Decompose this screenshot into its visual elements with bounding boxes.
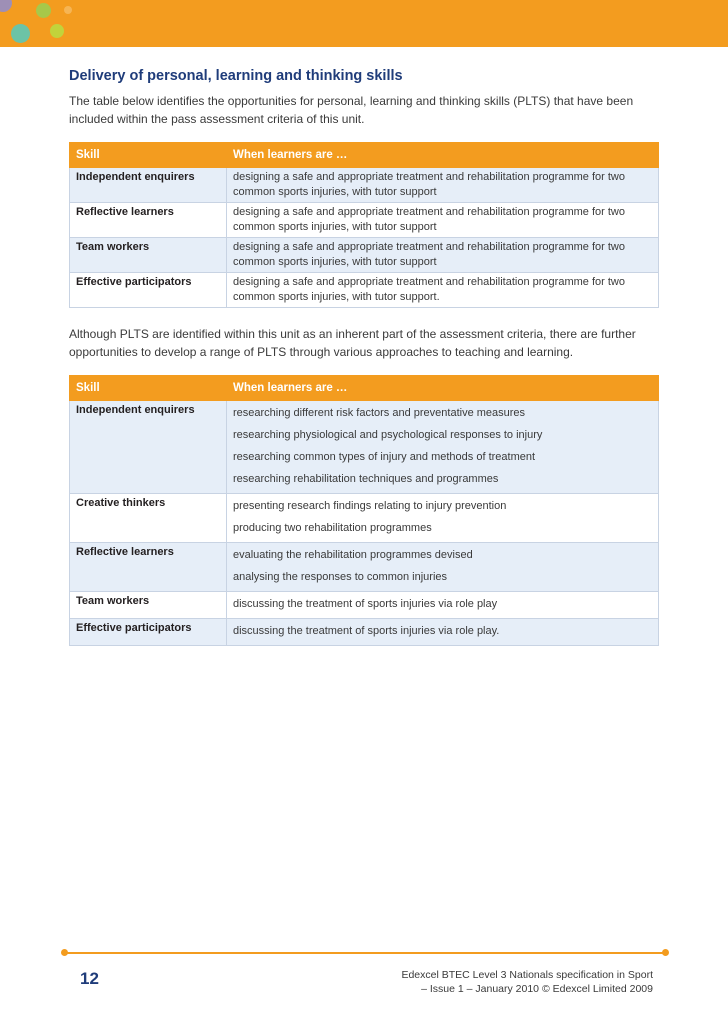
skill-cell: Independent enquirers	[70, 401, 227, 494]
skill-cell: Reflective learners	[70, 203, 227, 238]
decorative-dot	[64, 6, 72, 14]
decorative-dot	[11, 24, 30, 43]
when-cell	[227, 619, 659, 646]
decorative-dot	[50, 24, 64, 38]
table-row	[70, 238, 659, 273]
top-band	[0, 0, 728, 47]
page-number: 12	[80, 969, 99, 988]
table-row	[70, 203, 659, 238]
when-line: common sports injuries, with tutor support	[233, 186, 437, 198]
plts-table-1	[69, 142, 659, 308]
when-cell	[227, 238, 659, 273]
when-line: common sports injuries, with tutor support	[233, 221, 437, 233]
table-header-row	[70, 376, 659, 401]
when-line: designing a safe and appropriate treatment and rehabilitation programme for two	[233, 171, 625, 183]
when-line: researching physiological and psychological responses to injury	[233, 429, 543, 441]
footer-dot	[61, 949, 68, 956]
skill-cell: Effective participators	[70, 273, 227, 308]
when-cell	[227, 592, 659, 619]
header-skill: Skill	[70, 143, 227, 168]
table-row	[70, 273, 659, 308]
skill-cell: Team workers	[70, 592, 227, 619]
when-line: researching common types of injury and methods of treatment	[233, 451, 536, 463]
when-cell	[227, 203, 659, 238]
footer-rule	[64, 952, 666, 954]
table-row	[70, 592, 659, 619]
when-line: evaluating the rehabilitation programmes devised	[233, 549, 473, 561]
when-cell	[227, 543, 659, 592]
skill-cell: Reflective learners	[70, 543, 227, 592]
skill-cell: Team workers	[70, 238, 227, 273]
table-row	[70, 168, 659, 203]
table-row	[70, 494, 659, 543]
when-line: analysing the responses to common injuries	[233, 571, 448, 583]
when-cell	[227, 168, 659, 203]
table-row	[70, 401, 659, 494]
middle-paragraph: Although PLTS are identified within this unit as an inherent part of the assessment criteria, there are further opportunities to develop a range of PLTS through various approaches to teaching and learning.	[69, 327, 636, 359]
when-line: researching different risk factors and preventative measures	[233, 407, 526, 419]
when-line: designing a safe and appropriate treatment and rehabilitation programme for two	[233, 276, 625, 288]
header-skill: Skill	[70, 376, 227, 401]
decorative-dot	[36, 3, 51, 18]
table-row	[70, 543, 659, 592]
plts-table-2	[69, 375, 659, 646]
when-line: discussing the treatment of sports injuries via role play	[233, 598, 498, 610]
header-when: When learners are …	[227, 376, 659, 401]
footer-line-1: Edexcel BTEC Level 3 Nationals specification in Sport	[401, 969, 653, 981]
when-cell	[227, 494, 659, 543]
skill-cell: Effective participators	[70, 619, 227, 646]
table-header-row	[70, 143, 659, 168]
when-line: presenting research findings relating to injury prevention	[233, 500, 507, 512]
when-cell	[227, 273, 659, 308]
footer-line-2: – Issue 1 – January 2010 © Edexcel Limited 2009	[421, 983, 653, 995]
when-line: designing a safe and appropriate treatment and rehabilitation programme for two	[233, 206, 625, 218]
intro-paragraph: The table below identifies the opportunities for personal, learning and thinking skills (PLTS) that have been included within the pass assessment criteria of this unit.	[69, 94, 634, 126]
page-content	[69, 65, 659, 646]
table-row	[70, 619, 659, 646]
when-line: researching rehabilitation techniques and programmes	[233, 473, 499, 485]
skill-cell: Creative thinkers	[70, 494, 227, 543]
when-line: common sports injuries, with tutor support.	[233, 291, 440, 303]
when-line: designing a safe and appropriate treatment and rehabilitation programme for two	[233, 241, 625, 253]
section-title: Delivery of personal, learning and thinking skills	[69, 68, 403, 84]
skill-cell: Independent enquirers	[70, 168, 227, 203]
when-line: common sports injuries, with tutor support	[233, 256, 437, 268]
when-line: producing two rehabilitation programmes	[233, 522, 432, 534]
header-when: When learners are …	[227, 143, 659, 168]
when-line: discussing the treatment of sports injuries via role play.	[233, 625, 500, 637]
when-cell	[227, 401, 659, 494]
footer-text	[401, 968, 653, 996]
footer-dot	[662, 949, 669, 956]
